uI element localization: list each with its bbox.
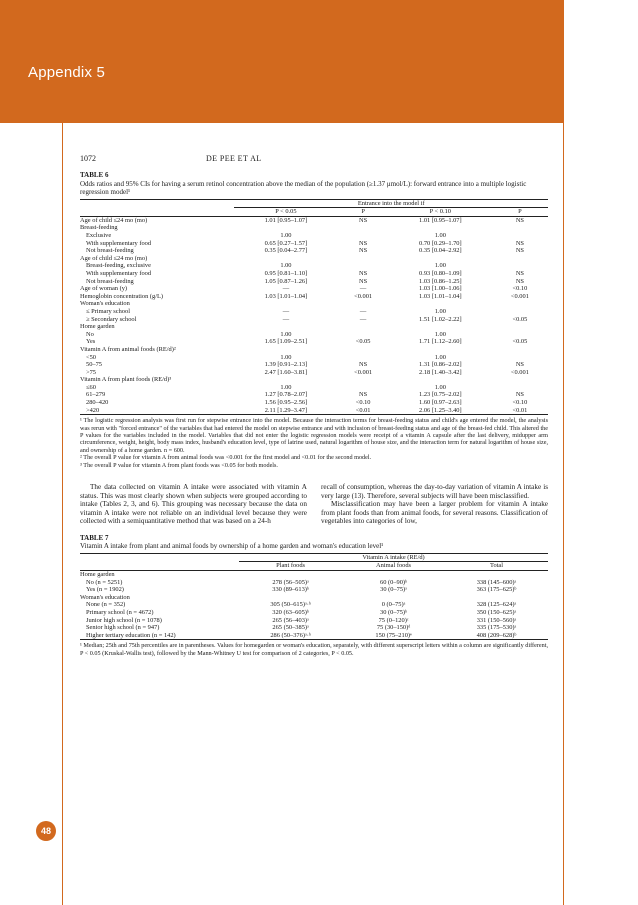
- table-cell: 1.65 [1.09–2.51]: [264, 338, 308, 346]
- table-row: [80, 232, 548, 240]
- table7-caption: TABLE 7: [80, 534, 109, 543]
- table-row: [80, 247, 548, 255]
- table-cell: [337, 300, 388, 308]
- appendix-title: Appendix 5: [28, 64, 106, 81]
- table-row: [80, 632, 548, 640]
- body-paragraph: Misclassification may have been a larger problem for vitamin A intake from plant foods than from animal foods, for several reasons. Classification of vegetables into categories of low,: [321, 500, 548, 526]
- table-cell: NS: [515, 277, 524, 285]
- table-cell: [492, 255, 548, 263]
- table-cell: 2.18 [1.40–3.42]: [419, 368, 462, 376]
- table7-col-header: Total: [489, 562, 504, 570]
- table-row: [80, 262, 548, 270]
- table-cell: 1.27 [0.78–2.07]: [264, 391, 308, 399]
- table-cell: <0.01: [355, 406, 371, 414]
- table6-description: Odds ratios and 95% CIs for having a serum retinol concentration above the median of the population (≥1.37 μmol/L): forward entrance into a multiple logistic regression model¹: [80, 179, 527, 197]
- table-cell: 0.93 [0.80–1.09]: [419, 269, 462, 277]
- table-cell: [445, 594, 548, 602]
- row-label: Vitamin A from plant foods (RE/d)³: [80, 376, 172, 384]
- table-cell: <0.10: [512, 399, 528, 407]
- table-cell: 1.31 [0.86–2.02]: [419, 361, 462, 369]
- row-label: ≤60: [86, 383, 96, 391]
- table-cell: [239, 594, 342, 602]
- row-label: None (n = 352): [86, 601, 126, 609]
- table-cell: [492, 232, 548, 240]
- table-cell: 1.00: [280, 353, 292, 361]
- row-label: Senior high school (n = 947): [86, 624, 160, 632]
- body-column-right: [321, 483, 548, 526]
- table-cell: 1.00: [434, 383, 446, 391]
- table-cell: <0.001: [354, 368, 373, 376]
- table-cell: [337, 262, 388, 270]
- table-cell: NS: [359, 247, 368, 255]
- row-label: ≥ Secondary school: [86, 315, 137, 323]
- table-cell: 0.35 [0.04–2.92]: [419, 247, 462, 255]
- footnote: ¹ The logistic regression analysis was first run for stepwise entrance into the model. Because the interaction terms for breast-feeding status and child's age entered the model, the analysis was rerun with "forced entrance" of the variables that had entered the model on stepwise entrance and with inclusion of breast-feeding status and age of the breast-fed child. This altered the P values for the variables included in the model. Variables that did not enter the logistic regression models were receipt of a vitamin A capsule after the last delivery, midupper arm circumference, weight, height, body mass index, husband's education level, type of latrine used, natural logarithm of house size, and the interaction term for natural logarithm of house size, and ownership of a home garden. n = 600.: [80, 417, 548, 454]
- table-cell: 408 (209–628)ᵇ: [476, 631, 517, 639]
- table7: [80, 553, 548, 641]
- table-cell: NS: [359, 269, 368, 277]
- table-row: [80, 224, 548, 232]
- table-cell: 1.00: [280, 232, 292, 239]
- table-cell: [337, 232, 388, 240]
- table-cell: [445, 571, 548, 579]
- table-cell: 150 (75–210)ᵉ: [375, 631, 412, 639]
- row-label: With supplementary food: [86, 269, 152, 277]
- table-cell: 350 (150–625)ᵃ: [476, 609, 517, 617]
- table-cell: 1.01 [0.95–1.07]: [264, 216, 308, 224]
- table6-column-header-row: [80, 208, 548, 217]
- running-header: [80, 155, 548, 163]
- row-label: <50: [86, 353, 96, 361]
- appendix-banner: [0, 0, 564, 123]
- table-cell: [342, 571, 445, 579]
- table-cell: 328 (125–624)ᵃ: [476, 601, 517, 609]
- table-cell: 338 (145–600)ᵃ: [476, 578, 517, 586]
- table-row: [80, 399, 548, 407]
- table-cell: [337, 346, 388, 354]
- table-cell: [492, 323, 548, 331]
- table-cell: [492, 300, 548, 308]
- table-cell: [337, 331, 388, 339]
- table-cell: 1.00: [280, 330, 292, 338]
- table-row: [80, 216, 548, 224]
- row-label: 50–75: [86, 361, 102, 369]
- table-cell: 1.05 [0.87–1.26]: [264, 277, 308, 285]
- table-row: [80, 391, 548, 399]
- table6-col-header: P < 0.10: [429, 208, 451, 216]
- table-cell: 0.95 [0.81–1.10]: [264, 269, 308, 277]
- footnote: ³ The overall P value for vitamin A from plant foods was <0.05 for both models.: [80, 461, 278, 469]
- table-cell: [389, 255, 492, 263]
- table-cell: 1.00: [434, 232, 446, 239]
- table-cell: 265 (50–385)ᵃ: [272, 624, 309, 632]
- table-cell: [337, 323, 388, 331]
- row-label: 280–420: [86, 399, 109, 407]
- table-cell: <0.001: [510, 292, 529, 300]
- row-label: Age of child ≤24 mo (mo): [80, 216, 148, 224]
- table6-group-header-row: [80, 199, 548, 208]
- table-row: [80, 331, 548, 339]
- table-row: [80, 278, 548, 286]
- row-label: With supplementary food: [86, 239, 152, 247]
- table-cell: <0.10: [512, 285, 528, 293]
- table6-col-header: P: [518, 208, 522, 216]
- table-row: [80, 579, 548, 587]
- table-cell: 1.03 [1.00–1.06]: [419, 285, 462, 293]
- table-cell: [492, 262, 548, 270]
- body-text: [80, 483, 548, 526]
- table-cell: [337, 255, 388, 263]
- row-label: >75: [86, 368, 96, 376]
- table7-footnotes: [80, 642, 548, 657]
- table-cell: [389, 323, 492, 331]
- table-cell: 2.47 [1.60–3.81]: [264, 368, 308, 376]
- row-label: Breast-feeding: [80, 224, 118, 232]
- table-cell: [389, 224, 492, 232]
- table-cell: [234, 346, 337, 354]
- row-label: Exclusive: [86, 232, 112, 239]
- row-label: Breast-feeding, exclusive: [86, 262, 151, 270]
- row-label: Yes (n = 1902): [86, 586, 124, 594]
- table-cell: NS: [515, 361, 524, 369]
- table7-description: Vitamin A intake from plant and animal foods by ownership of a home garden and woman's education level¹: [80, 542, 384, 551]
- row-label: Not breast-feeding: [86, 277, 134, 285]
- table-cell: 1.56 [0.95–2.56]: [264, 399, 308, 407]
- row-label: Home garden: [80, 571, 115, 579]
- table-cell: [492, 346, 548, 354]
- table-cell: —: [359, 307, 367, 315]
- table-cell: 331 (150–560)ᵃ: [476, 616, 517, 624]
- table-cell: 1.00: [434, 262, 446, 270]
- row-label: Yes: [86, 338, 96, 346]
- table-cell: <0.001: [510, 368, 529, 376]
- table-cell: NS: [515, 247, 524, 255]
- table-cell: 330 (89–613)ᵇ: [272, 586, 309, 594]
- table-cell: [234, 255, 337, 263]
- row-label: Woman's education: [80, 300, 130, 308]
- table-cell: [234, 376, 337, 384]
- footnote: ¹ Median; 25th and 75th percentiles are in parentheses. Values for homegarden or woman's education, separately, with different superscript letters within a column are significantly different, P < 0.05 (Kruskal-Wallis test), followed by the Mann-Whitney U test for comparison of 2 categories, P < 0.05.: [80, 642, 548, 657]
- table-cell: 0.35 [0.04–2.77]: [264, 247, 308, 255]
- table-cell: 1.03 [1.01–1.04]: [264, 292, 308, 300]
- table-row: [80, 346, 548, 354]
- table-cell: 1.03 [0.86–1.25]: [419, 277, 462, 285]
- table-cell: [234, 224, 337, 232]
- table-cell: 363 (175–625)ᵇ: [476, 586, 517, 594]
- table-cell: 305 (50–615)ᵃ·ᵇ: [270, 601, 311, 609]
- table-row: [80, 338, 548, 346]
- table-cell: 0 (0–75)ᵃ: [381, 601, 406, 609]
- table-cell: [342, 594, 445, 602]
- table-row: [80, 384, 548, 392]
- table-cell: —: [282, 285, 290, 293]
- table-row: [80, 571, 548, 579]
- row-label: Primary school (n = 4672): [86, 609, 154, 617]
- table6-footnotes: [80, 417, 548, 469]
- body-column-left: [80, 483, 307, 526]
- row-label: No: [86, 330, 94, 338]
- table-row: [80, 354, 548, 362]
- table-row: [80, 255, 548, 263]
- table-cell: [337, 354, 388, 362]
- table-row: [80, 369, 548, 377]
- body-paragraph: The data collected on vitamin A intake were associated with vitamin A status. This was most clearly shown when subjects were grouped according to intake (Tables 2, 3, and 6). This grouping was necessary because the data on vitamin A intake were not reliable on an individual level because they were collected with a semiquantitative method that was based on a 24-h: [80, 483, 307, 526]
- table-cell: 0.65 [0.27–1.57]: [264, 239, 308, 247]
- table-cell: 75 (30–150)ᵈ: [376, 624, 411, 632]
- row-label: 61–279: [86, 391, 106, 399]
- table-row: [80, 323, 548, 331]
- row-label: Age of child ≤24 mo (mo): [80, 254, 148, 262]
- table-cell: NS: [359, 239, 368, 247]
- table-cell: NS: [515, 269, 524, 277]
- table-cell: 1.03 [1.01–1.04]: [419, 292, 462, 300]
- table-row: [80, 361, 548, 369]
- table-row: [80, 316, 548, 324]
- row-label: Woman's education: [80, 593, 130, 601]
- table-cell: 278 (56–505)ᵃ: [272, 578, 309, 586]
- row-label: ≤ Primary school: [86, 307, 130, 315]
- row-label: No (n = 5251): [86, 578, 123, 586]
- table-cell: —: [359, 315, 367, 323]
- table-cell: NS: [359, 216, 368, 224]
- table-cell: [492, 376, 548, 384]
- table-cell: 320 (63–605)ᵇ: [272, 609, 309, 617]
- table-row: [80, 240, 548, 248]
- table-cell: NS: [515, 216, 524, 224]
- table-cell: 1.00: [434, 330, 446, 338]
- table-cell: <0.01: [512, 406, 528, 414]
- table-cell: 1.60 [0.97–2.63]: [419, 399, 462, 407]
- scanned-article-page: [80, 155, 548, 657]
- table-cell: 30 (0–75)ᵇ: [380, 609, 408, 617]
- table-cell: [337, 224, 388, 232]
- table-cell: [492, 331, 548, 339]
- table-row: [80, 624, 548, 632]
- table-cell: [492, 354, 548, 362]
- table-row: [80, 376, 548, 384]
- table-cell: NS: [359, 277, 368, 285]
- table-row: [80, 300, 548, 308]
- table-cell: 75 (0–120)ᶜ: [378, 616, 409, 624]
- page-number-badge: 48: [36, 821, 56, 841]
- table-row: [80, 617, 548, 625]
- table-cell: [239, 571, 342, 579]
- table-cell: —: [359, 285, 367, 293]
- table-cell: —: [282, 315, 290, 323]
- table-cell: 1.00: [280, 383, 292, 391]
- table-cell: 2.11 [1.29–3.47]: [264, 406, 308, 414]
- table6-col-header: P: [361, 208, 365, 216]
- table-cell: 286 (50–376)ᵃ·ᵇ: [270, 631, 311, 639]
- table-row: [80, 601, 548, 609]
- table-cell: [234, 300, 337, 308]
- table-cell: [492, 224, 548, 232]
- table7-col-header: Animal foods: [376, 562, 412, 570]
- table-cell: [389, 300, 492, 308]
- table-row: [80, 586, 548, 594]
- table-row: [80, 594, 548, 602]
- table-cell: 1.71 [1.12–2.60]: [419, 338, 462, 346]
- row-label: Age of woman (y): [80, 285, 128, 293]
- table-cell: 1.00: [434, 353, 446, 361]
- row-label: Vitamin A from animal foods (RE/d)²: [80, 345, 176, 353]
- article-page-number: 1072: [80, 154, 96, 163]
- table7-body: [80, 571, 548, 640]
- row-label: Junior high school (n = 1078): [86, 616, 162, 624]
- table-cell: [234, 323, 337, 331]
- table-cell: 1.39 [0.91–2.13]: [264, 361, 308, 369]
- table-row: [80, 270, 548, 278]
- table-cell: —: [282, 307, 290, 315]
- table6-col-header: P < 0.05: [275, 208, 297, 216]
- table-cell: NS: [515, 391, 524, 399]
- table-row: [80, 609, 548, 617]
- running-author: DE PEE ET AL: [206, 154, 262, 163]
- table-cell: 30 (0–75)ᵃ: [380, 586, 407, 594]
- table-cell: 1.00: [434, 307, 446, 315]
- footnote: ² The overall P value for vitamin A from animal foods was <0.001 for the first model and <0.01 for the second model.: [80, 454, 372, 462]
- table-cell: 2.06 [1.25–3.40]: [419, 406, 462, 414]
- table-cell: [492, 384, 548, 392]
- table6-group-header: Entrance into the model if: [234, 199, 548, 208]
- row-label: Not breast-feeding: [86, 247, 134, 255]
- table-row: [80, 308, 548, 316]
- table-row: [80, 285, 548, 293]
- table-cell: 1.51 [1.02–2.22]: [419, 315, 462, 323]
- table-cell: 335 (175–530)ᵃ: [476, 624, 517, 632]
- table-cell: [337, 384, 388, 392]
- row-label: Hemoglobin concentration (g/L): [80, 292, 164, 300]
- table7-column-header-row: [80, 562, 548, 571]
- table7-col-header: Plant foods: [276, 562, 306, 570]
- table-cell: [389, 346, 492, 354]
- table-cell: <0.05: [355, 338, 371, 346]
- table-cell: 1.01 [0.95–1.07]: [419, 216, 462, 224]
- table-row: [80, 407, 548, 415]
- table-cell: 60 (0–90)ᵇ: [380, 578, 408, 586]
- body-paragraph: recall of consumption, whereas the day-to-day variation of vitamin A intake is very large (13). Therefore, several subjects will have been misclassified.: [321, 483, 548, 500]
- table7-group-header-row: [80, 553, 548, 562]
- table6: [80, 199, 548, 416]
- table-cell: <0.001: [354, 292, 373, 300]
- table-cell: [389, 376, 492, 384]
- table-row: [80, 293, 548, 301]
- table-cell: NS: [359, 361, 368, 369]
- table-cell: NS: [515, 239, 524, 247]
- table-cell: 1.23 [0.75–2.02]: [419, 391, 462, 399]
- table6-caption: TABLE 6: [80, 171, 109, 180]
- table-cell: 265 (56–403)ᵃ: [272, 616, 309, 624]
- row-label: Home garden: [80, 323, 115, 331]
- table-cell: <0.10: [355, 399, 371, 407]
- table-cell: NS: [359, 391, 368, 399]
- table-cell: 0.70 [0.29–1.70]: [419, 239, 462, 247]
- row-label: >420: [86, 406, 100, 414]
- table-cell: [337, 376, 388, 384]
- table7-group-header: Vitamin A intake (RE/d): [239, 553, 548, 562]
- table-cell: <0.05: [512, 315, 528, 323]
- row-label: Higher tertiary education (n = 142): [86, 631, 176, 639]
- table6-body: [80, 216, 548, 414]
- table-cell: <0.05: [512, 338, 528, 346]
- table-cell: 1.00: [280, 262, 292, 270]
- table-cell: [492, 308, 548, 316]
